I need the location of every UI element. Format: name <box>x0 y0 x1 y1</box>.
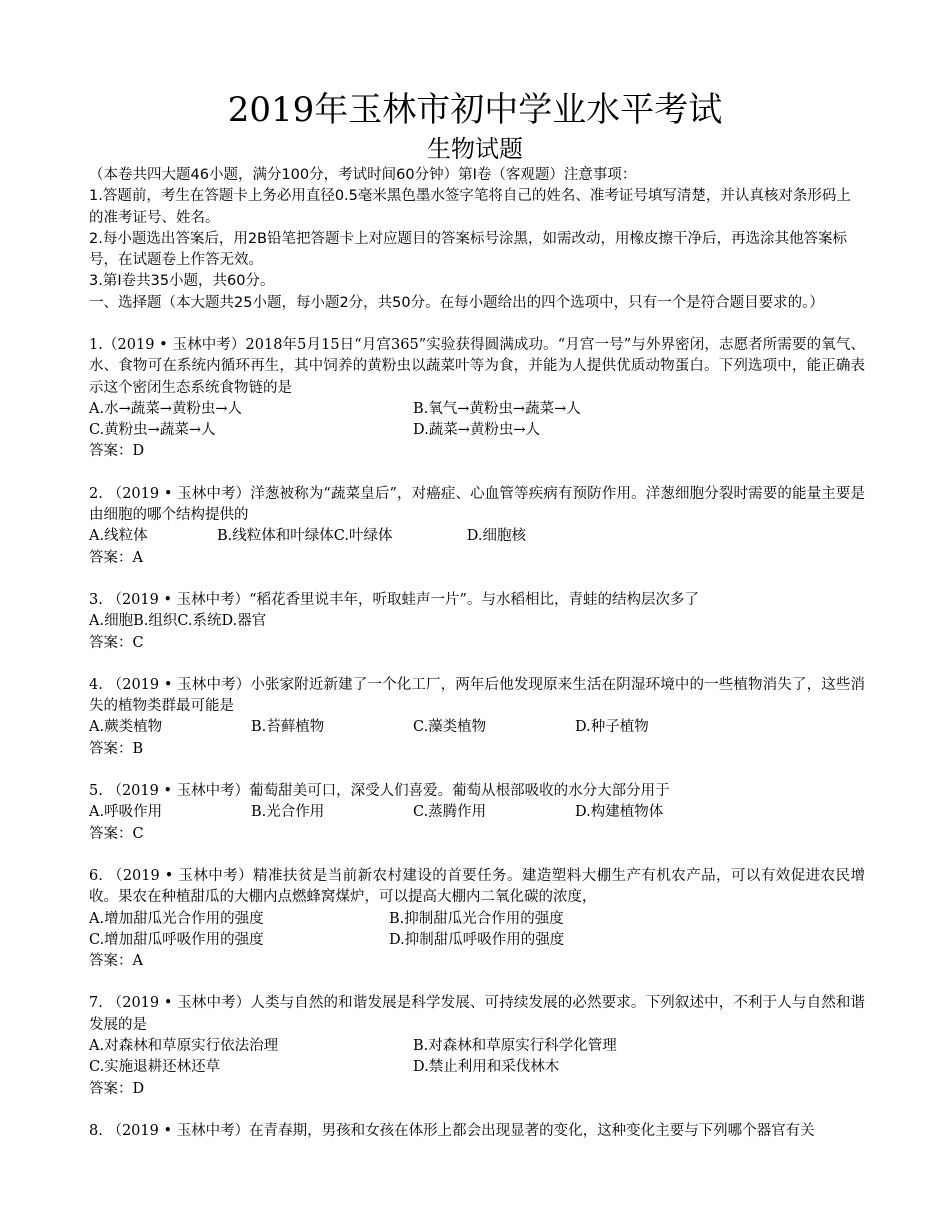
option-d: D.细胞核 <box>466 528 526 545</box>
answer: 答案：D <box>89 1080 145 1097</box>
question-stem: 1.（2019 • 玉林中考）2018年5月15日“月宫365”实验获得圆满成功。“月宫一号”与外界密闭，志愿者所需要的氧气、水、食物可在系统内循环再生，其中饲养的黄粉虫以蔬菜叶等为食，并能为人提供优质动物蛋白。下列选项中，能正确表示这个密闭生态系统食物链的是 <box>89 337 865 396</box>
option-b: B.氧气→黄粉虫→蔬菜→人 <box>413 400 581 417</box>
option-c: C.系统 <box>177 613 222 630</box>
option-b: B.对森林和草原实行科学化管理 <box>413 1038 617 1055</box>
question-3 <box>89 590 865 654</box>
question-stem: 7. （2019 • 玉林中考）人类与自然的和谐发展是科学发展、可持续发展的必然要求。下列叙述中，不利于人与自然和谐发展的是 <box>89 995 865 1033</box>
answer: 答案：A <box>89 549 143 566</box>
question-8 <box>89 1121 865 1142</box>
option-d: D.蔬菜→黄粉虫→人 <box>413 422 541 439</box>
question-stem: 4. （2019 • 玉林中考）小张家附近新建了一个化工厂，两年后他发现原来生活在阴湿环境中的一些植物消失了，这些消失的植物类群最可能是 <box>89 676 865 715</box>
exam-subtitle: 生物试题 <box>427 135 523 163</box>
option-b: B.苔藓植物 <box>251 719 325 736</box>
option-row <box>89 909 865 930</box>
option-c: C.黄粉虫→蔬菜→人 <box>89 422 216 439</box>
section-heading: 一、选择题（本大题共25小题，每小题2分，共50分。在每小题给出的四个选项中，只有一个是符合题目要求的。） <box>89 294 824 311</box>
option-a: A.增加甜瓜光合作用的强度 <box>89 910 264 927</box>
option-b: B.光合作用 <box>251 804 325 821</box>
option-row <box>89 717 865 738</box>
question-stem: 3. （2019 • 玉林中考）“稻花香里说丰年，听取蛙声一片”。与水稻相比，青蛙的结构层次多了 <box>89 591 699 608</box>
option-b: B.抑制甜瓜光合作用的强度 <box>389 910 564 927</box>
question-stem: 6. （2019 • 玉林中考）精准扶贫是当前新农村建设的首要任务。建造塑料大棚生产有机农产品，可以有效促进农民增收。果农在种植甜瓜的大棚内点燃蜂窝煤炉，可以提高大棚内二氧化碳的浓度， <box>89 867 865 906</box>
instruction-line: 1.答题前，考生在答题卡上务必用直径0.5毫米黑色墨水签字笔将自己的姓名、准考证号填写清楚，并认真核对条形码上的准考证号、姓名。 <box>89 188 851 226</box>
question-7 <box>89 993 865 1099</box>
option-row <box>89 930 865 951</box>
question-stem: 2. （2019 • 玉林中考）洋葱被称为“蔬菜皇后”，对癌症、心血管等疾病有预防作用。洋葱细胞分裂时需要的能量主要是由细胞的哪个结构提供的 <box>89 485 865 524</box>
option-a: A.线粒体 <box>89 528 148 545</box>
option-d: D.器官 <box>221 613 267 630</box>
option-d: D.禁止利用和采伐林木 <box>413 1059 560 1076</box>
answer: 答案：C <box>89 825 144 842</box>
question-6 <box>89 866 865 972</box>
exam-title: 2019年玉林市初中学业水平考试 <box>227 90 723 130</box>
instructions <box>89 165 865 314</box>
option-c: C.藻类植物 <box>413 719 487 736</box>
question-stem: 5. （2019 • 玉林中考）葡萄甜美可口，深受人们喜爱。葡萄从根部吸收的水分大部分用于 <box>89 783 670 800</box>
option-c: C.增加甜瓜呼吸作用的强度 <box>89 931 264 948</box>
option-row <box>89 802 865 823</box>
instruction-line: 3.第Ⅰ卷共35小题，共60分。 <box>89 273 275 290</box>
question-5 <box>89 781 865 845</box>
question-list <box>89 335 865 1163</box>
option-a: A.蕨类植物 <box>89 719 163 736</box>
option-d: D.种子植物 <box>575 719 649 736</box>
option-b: B.线粒体和叶绿体 <box>217 528 334 545</box>
answer: 答案：C <box>89 634 144 651</box>
question-2 <box>89 484 865 569</box>
option-b: B.组织 <box>133 613 178 630</box>
option-row <box>89 611 865 632</box>
option-d: D.构建植物体 <box>575 804 664 821</box>
answer: 答案：A <box>89 953 143 970</box>
instruction-line: （本卷共四大题46小题，满分100分，考试时间60分钟）第Ⅰ卷（客观题）注意事项： <box>89 167 637 183</box>
option-c: C.实施退耕还林还草 <box>89 1059 221 1076</box>
option-row <box>89 1057 865 1078</box>
instruction-line: 2.每小题选出答案后，用2B铅笔把答题卡上对应题目的答案标号涂黑，如需改动，用橡皮擦干净后，再选涂其他答案标号，在试题卷上作答无效。 <box>89 230 848 269</box>
option-d: D.抑制甜瓜呼吸作用的强度 <box>389 931 565 948</box>
option-row <box>89 399 865 420</box>
question-4 <box>89 675 865 760</box>
option-a: A.呼吸作用 <box>89 804 163 821</box>
option-row <box>89 420 865 441</box>
option-row <box>89 526 865 547</box>
question-1 <box>89 335 865 463</box>
option-row <box>89 1036 865 1057</box>
answer: 答案：D <box>89 443 145 460</box>
option-c: C.叶绿体 <box>333 528 393 545</box>
option-a: A.水→蔬菜→黄粉虫→人 <box>89 400 243 417</box>
answer: 答案：B <box>89 740 144 757</box>
question-stem: 8. （2019 • 玉林中考）在青春期，男孩和女孩在体形上都会出现显著的变化，这种变化主要与下列哪个器官有关 <box>89 1122 815 1139</box>
option-a: A.细胞 <box>89 613 134 630</box>
option-c: C.蒸腾作用 <box>413 804 487 821</box>
option-a: A.对森林和草原实行依法治理 <box>89 1038 279 1055</box>
